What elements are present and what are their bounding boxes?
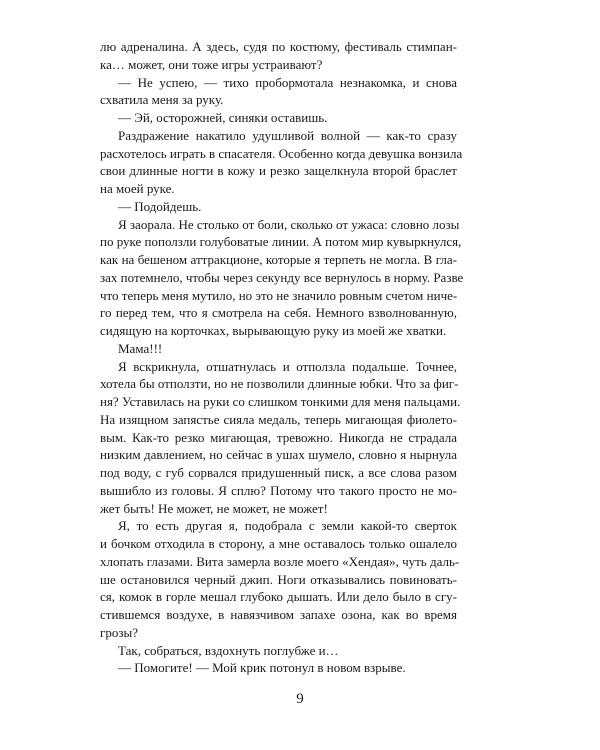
text-line: под воду, с губ сорвался придушенный писк, а все слова разом [100, 465, 457, 480]
text-line: как на бешеном аттракционе, которые я терпеть не могла. В гла- [100, 252, 457, 267]
text-line: го перед тем, что я смотрела на себя. Немного взволнованную, [100, 305, 457, 321]
text-line: Я вскрикнула, отшатнулась и отползла подальше. Точнее, [118, 358, 457, 374]
text-line: Я, то есть другая я, подобрала с земли какой-то сверток [118, 518, 457, 534]
text-line: — Помогите! — Мой крик потонул в новом взрыве. [118, 660, 406, 676]
text-line: по руке поползли голубоватые линии. А потом мир кувыркнулся, [100, 234, 462, 250]
text-line: Раздражение накатило удушливой волной — как-то сразу [118, 127, 457, 143]
text-line: — Не успею, — тихо пробормотала незнакомка, и снова [118, 74, 457, 90]
text-line: вышибло из головы. Я сплю? Потому что такого просто не мо- [100, 482, 457, 498]
text-line: грозы? [100, 624, 138, 640]
text-line: жет быть! Не может, не может, не может! [100, 500, 328, 516]
text-line: зах потемнело, чтобы через секунду все вернулось в норму. Разве [100, 269, 464, 285]
text-line: лю адреналина. А здесь, судя по костюму, фестиваль стимпан- [100, 39, 457, 54]
text-line: и бочком отходила в сторону, а мне оставалось только ошалело [100, 536, 457, 551]
text-line: Так, собраться, вздохнуть поглубже и… [118, 642, 339, 658]
text-line: ка… может, они тоже игры устраивают? [100, 56, 323, 72]
text-line: на моей руке. [100, 181, 175, 196]
text-line: Мама!!! [118, 340, 163, 356]
text-line: ся, комок в горле мешал глубоко дышать. Или дело было в сгу- [100, 589, 457, 605]
text-line: вым. Как-то резко мигающая, тревожно. Никогда не страдала [100, 429, 457, 445]
text-line: свои длинные ногти в кожу и резко защелкнула второй браслет [100, 163, 457, 179]
text-line: хотела бы отползти, но не позволили длинные юбки. Что за фиг- [100, 376, 459, 392]
page-number: 9 [296, 691, 304, 707]
text-line: ше остановился черный джип. Ноги отказывались повиновать- [100, 571, 457, 587]
text-line: расхотелось играть в спасателя. Особенно когда девушка вонзила [100, 145, 463, 161]
page-body-text [100, 38, 464, 677]
text-line: хлопать глазами. Вита замерла возле моего «Хендая», чуть даль- [100, 553, 460, 569]
text-line: Я заорала. Не столько от боли, сколько от ужаса: словно лозы [118, 216, 460, 232]
text-line: схватила меня за руку. [100, 92, 224, 108]
text-line: На изящном запястье сияла медаль, теперь мигающая фиолето- [100, 411, 457, 427]
text-line: низким давлением, но сейчас в ушах шумело, словно я нырнула [100, 447, 457, 463]
text-line: — Эй, осторожней, синяки оставишь. [118, 110, 328, 125]
text-line: — Подойдешь. [118, 198, 202, 214]
text-line: ня? Уставилась на руки со слишком тонкими для меня пальцами. [100, 394, 461, 409]
text-line: сидящую на корточках, вырывающую руку из моей же хватки. [100, 323, 447, 338]
text-line: стившемся воздухе, в навязчивом запахе озона, как во время [100, 607, 457, 622]
text-line: что теперь меня мутило, но это не значило ровным счетом ниче- [100, 287, 458, 303]
